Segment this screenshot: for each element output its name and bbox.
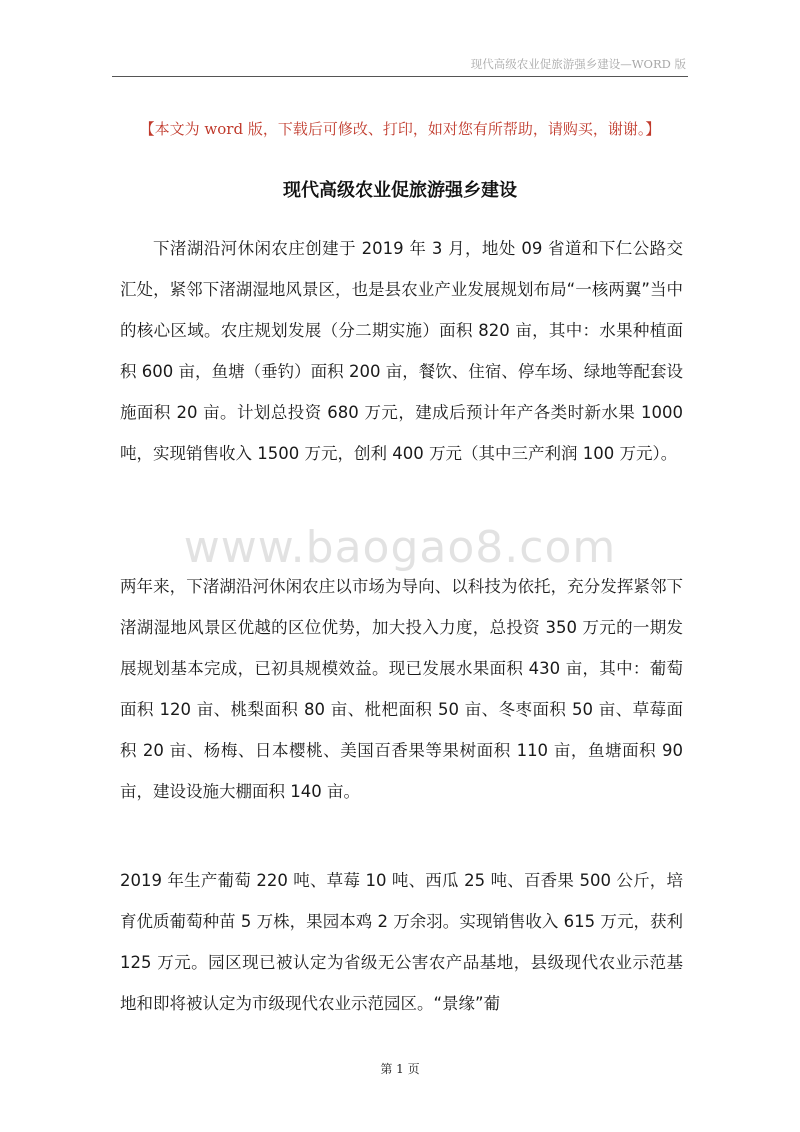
paragraph-1: 下渚湖沿河休闲农庄创建于 2019 年 3 月，地处 09 省道和下仁公路交汇处，紧邻下渚湖湿地风景区，也是县农业产业发展规划布局“一核两翼”当中的核心区域。农庄规划发展（分二期实施）面积 820 亩，其中：水果种植面积 600 亩，鱼塘（垂钓）面积 200 亩，餐饮、住宿、停车场、绿地等配套设施面积 20 亩。计划总投资 680 万元，建成后预计年产各类时新水果 1000 吨，实现销售收入 1500 万元，创利 400 万元（其中三产利润 100 万元）。 — [120, 239, 683, 463]
purchase-notice: 【本文为 word 版，下载后可修改、打印，如对您有所帮助，请购买，谢谢。】 — [139, 120, 661, 138]
paragraph-2: 两年来，下渚湖沿河休闲农庄以市场为导向、以科技为依托，充分发挥紧邻下渚湖湿地风景区优越的区位优势，加大投入力度，总投资 350 万元的一期发展规划基本完成，已初具规模效益。现已发展水果面积 430 亩，其中：葡萄面积 120 亩、桃梨面积 80 亩、枇杷面积 50 亩、冬枣面积 50 亩、草莓面积 20 亩、杨梅、日本樱桃、美国百香果等果树面积 110 亩，鱼塘面积 90 亩，建设设施大棚面积 140 亩。 — [120, 577, 683, 801]
running-header: 现代高级农业促旅游强乡建设—WORD 版 — [470, 57, 686, 71]
document-title: 现代高级农业促旅游强乡建设 — [283, 180, 517, 201]
header-divider — [112, 76, 688, 77]
page-number: 第 1 页 — [380, 1062, 420, 1076]
paragraph-3: 2019 年生产葡萄 220 吨、草莓 10 吨、西瓜 25 吨、百香果 500 公斤，培育优质葡萄种苗 5 万株，果园本鸡 2 万余羽。实现销售收入 615 万元，获利 125 万元。园区现已被认定为省级无公害农产品基地，县级现代农业示范基地和即将被认定为市级现代农业示范园区。“景缘”葡 — [120, 871, 683, 1013]
watermark: www.baogao8.com — [183, 522, 617, 573]
